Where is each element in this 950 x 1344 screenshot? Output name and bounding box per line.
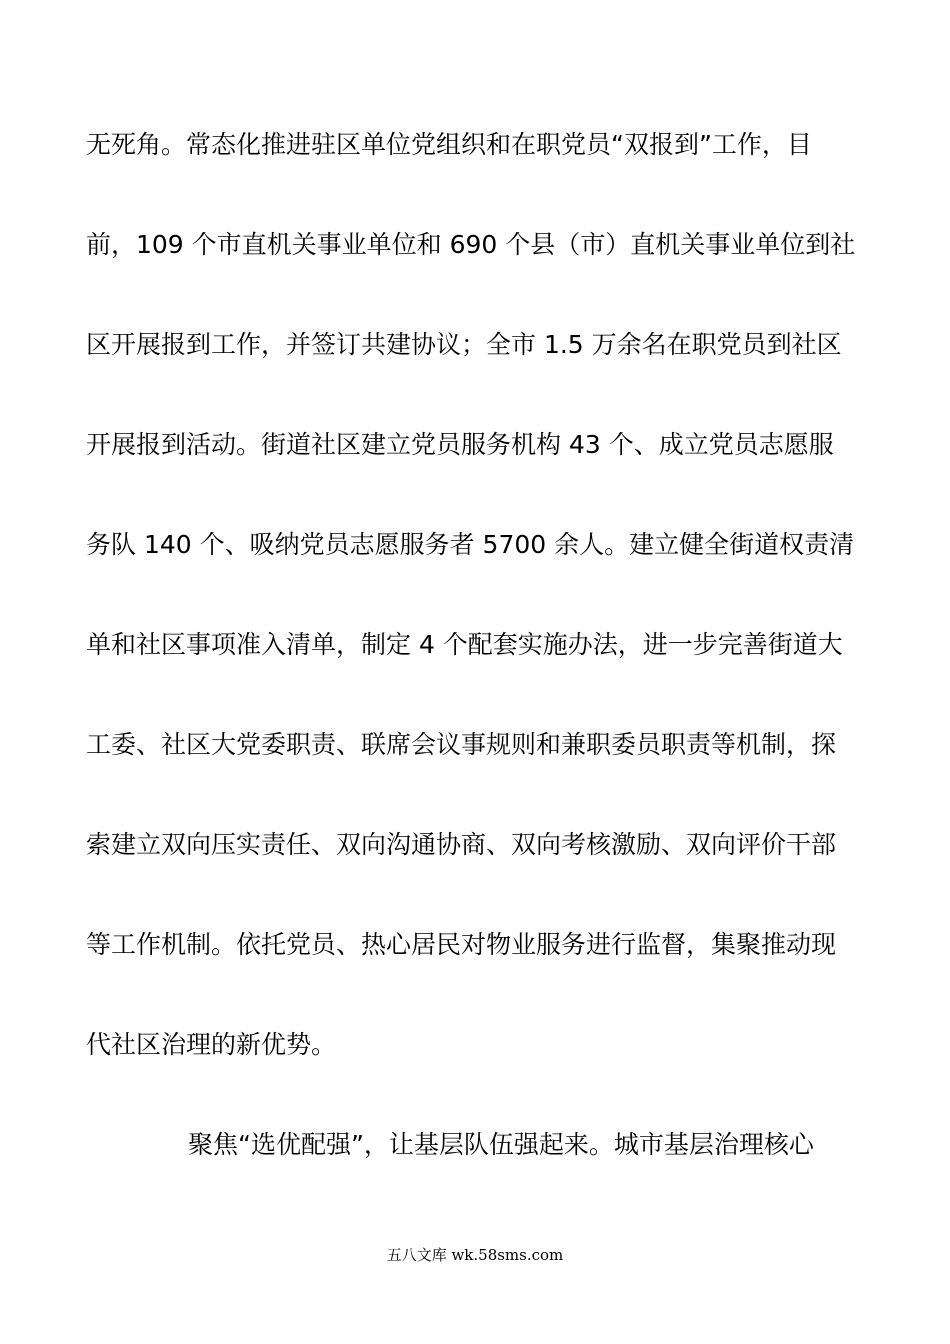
paragraph-line: 索建立双向压实责任、双向沟通协商、双向考核激励、双向评价干部 <box>86 830 837 859</box>
paragraph-line: 区开展报到工作，并签订共建协议；全市 1.5 万余名在职党员到社区 <box>86 330 842 359</box>
paragraph-line: 工委、社区大党委职责、联席会议事规则和兼职委员职责等机制，探 <box>86 730 837 759</box>
paragraph-line: 前，109 个市直机关事业单位和 690 个县（市）直机关事业单位到社 <box>86 230 856 259</box>
paragraph-line: 等工作机制。依托党员、热心居民对物业服务进行监督，集聚推动现 <box>86 930 837 959</box>
paragraph-line: 开展报到活动。街道社区建立党员服务机构 43 个、成立党员志愿服 <box>86 430 834 459</box>
paragraph-line: 无死角。常态化推进驻区单位党组织和在职党员“双报到”工作，目 <box>86 130 812 159</box>
paragraph-line: 单和社区事项准入清单，制定 4 个配套实施办法，进一步完善街道大 <box>86 630 843 659</box>
paragraph-heading-line: 聚焦“选优配强”，让基层队伍强起来。城市基层治理核心 <box>188 1130 814 1159</box>
paragraph-line: 务队 140 个、吸纳党员志愿服务者 5700 余人。建立健全街道权责清 <box>86 530 855 559</box>
document-body <box>86 122 866 1222</box>
page-footer: 五八文库 wk.58sms.com <box>386 1246 564 1264</box>
paragraph-line: 代社区治理的新优势。 <box>86 1030 337 1059</box>
